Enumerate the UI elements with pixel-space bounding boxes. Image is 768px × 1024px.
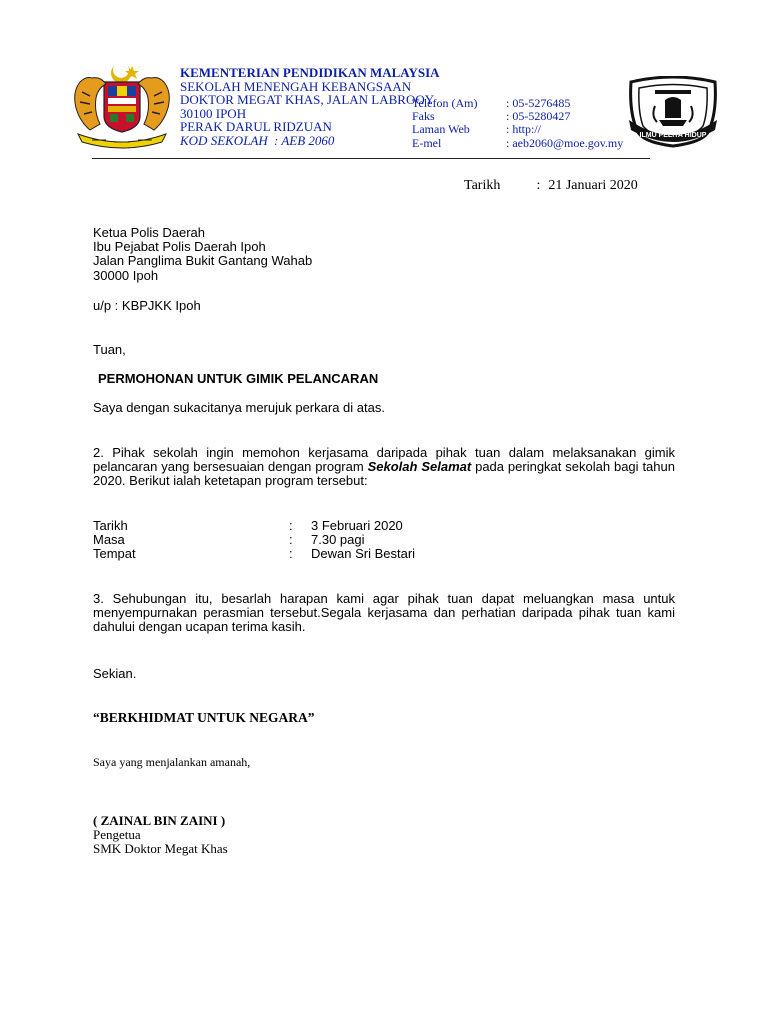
school-name-line1: SEKOLAH MENENGAH KEBANGSAAN [180, 78, 412, 94]
attention-line: u/p : KBPJKK Ipoh [93, 298, 201, 313]
contact-label: E-mel [412, 135, 442, 150]
closing-line: Sekian. [93, 666, 137, 681]
contact-label: Faks [412, 109, 435, 124]
recipient-line: Ketua Polis Daerah [93, 225, 206, 240]
contact-value: : http:// [506, 122, 542, 137]
letter-subject: PERMOHONAN UNTUK GIMIK PELANCARAN [98, 371, 379, 386]
letterhead-contacts [412, 97, 623, 150]
detail-colon: : [289, 532, 293, 548]
detail-key: Tempat [93, 546, 136, 562]
sign-off: Saya yang menjalankan amanah, [93, 755, 251, 769]
letterhead-divider [92, 158, 650, 159]
detail-key: Masa [93, 532, 125, 548]
contact-value: : 05-5280427 [506, 109, 571, 124]
signatory-name: ( ZAINAL BIN ZAINI ) [93, 813, 226, 828]
contact-value: : aeb2060@moe.gov.my [506, 135, 624, 150]
detail-row [93, 547, 415, 561]
school-state: PERAK DARUL RIDZUAN [180, 119, 332, 135]
school-name-line2: DOKTOR MEGAT KHAS, JALAN LABROOY [180, 92, 435, 108]
motto: “BERKHIDMAT UNTUK NEGARA” [93, 710, 315, 725]
school-code-value: : AEB 2060 [274, 132, 335, 148]
recipient-line: Jalan Panglima Bukit Gantang Wahab [93, 253, 313, 269]
contact-value: : 05-5276485 [506, 96, 571, 110]
detail-value: 7.30 pagi [311, 532, 365, 548]
contact-label: Telefon (Am) [412, 96, 478, 110]
paragraph-3: 3. Sehubungan itu, besarlah harapan kami agar pihak tuan dapat meluangkan masa untuk menyempurnakan perasmian tersebut.Segala kerjasama dan perhatian daripada pihak tuan kami dahului dengan ucapan terima kasih. [93, 591, 675, 635]
school-crest-motto: ILMU PELITA HIDUP [639, 132, 707, 139]
paragraph-1: Saya dengan sukacitanya merujuk perkara di atas. [93, 400, 385, 415]
malaysia-coat-of-arms-icon [70, 62, 174, 150]
detail-value: Dewan Sri Bestari [311, 546, 416, 562]
program-name: Sekolah Selamat [367, 459, 472, 475]
ministry-name: KEMENTERIAN PENDIDIKAN MALAYSIA [180, 65, 440, 80]
school-code-label: KOD SEKOLAH [180, 132, 268, 148]
paragraph-2-after: pada peringkat sekolah bagi tahun 2020. Berikut ialah ketetapan program tersebut: [93, 459, 675, 489]
paragraph-2-before: 2. Pihak sekolah ingin memohon kerjasama daripada pihak tuan dalam melaksanakan gimik pelancaran yang bersesuaian dengan program [93, 445, 675, 475]
date-label: Tarikh [464, 178, 501, 193]
detail-key: Tarikh [93, 518, 128, 533]
contact-label: Laman Web [412, 122, 470, 137]
paragraph-2 [93, 446, 675, 489]
date-separator: : [536, 178, 541, 193]
contact-row [412, 123, 623, 136]
date-value: 21 Januari 2020 [548, 178, 638, 193]
detail-colon: : [289, 518, 293, 533]
detail-row [93, 519, 415, 533]
school-crest-icon [625, 76, 721, 148]
school-code [180, 134, 440, 148]
signatory-title: Pengetua [93, 827, 141, 842]
contact-row [412, 137, 623, 150]
letterhead-address [180, 66, 440, 148]
salutation: Tuan, [93, 342, 126, 357]
school-postcode-city: 30100 IPOH [180, 105, 247, 121]
letter-date [464, 178, 638, 194]
detail-colon: : [289, 546, 293, 562]
recipient-address [93, 226, 312, 283]
detail-row [93, 533, 415, 547]
recipient-line: Ibu Pejabat Polis Daerah Ipoh [93, 239, 266, 255]
signatory-block [93, 814, 228, 856]
signatory-school: SMK Doktor Megat Khas [93, 841, 228, 856]
program-details [93, 519, 415, 562]
recipient-line: 30000 Ipoh [93, 267, 159, 283]
detail-value: 3 Februari 2020 [311, 518, 403, 533]
